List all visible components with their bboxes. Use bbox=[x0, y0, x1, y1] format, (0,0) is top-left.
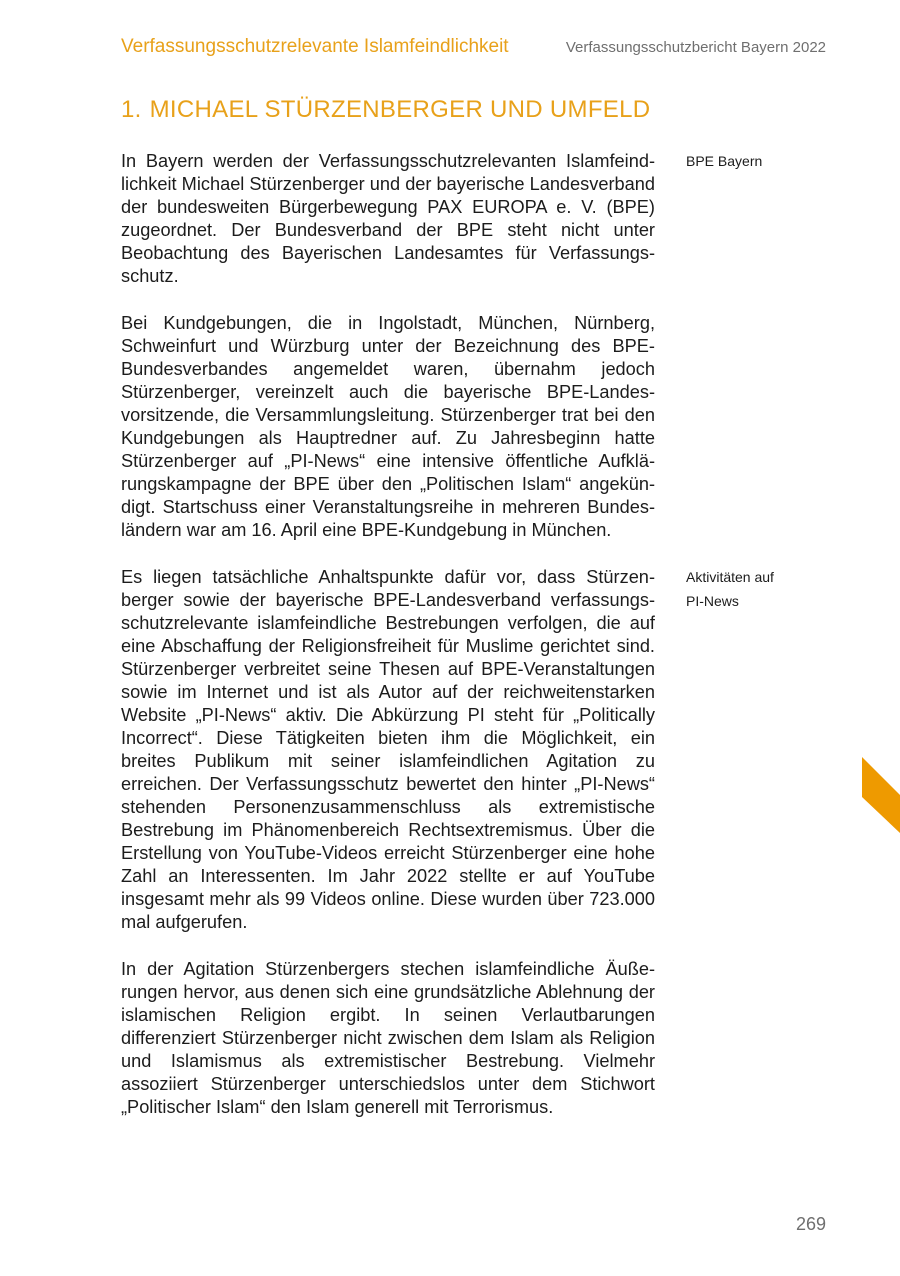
margin-note-pi-news bbox=[686, 565, 806, 613]
body-paragraph: In Bayern werden der Verfassungsschutzrelevanten Islamfeindlichkeit Michael Stürzenberger und der bayerische Landesverband der bundesweiten Bürgerbewegung PAX EUROPA e. V. (BPE) zugeordnet. Der Bundesverband der BPE steht nicht unter Beobachtung des Bayerischen Landesamtes für Verfassungsschutz. bbox=[121, 151, 655, 286]
margin-note-bpe-bayern: BPE Bayern bbox=[686, 153, 763, 169]
running-header-section-title: Verfassungsschutzrelevante Islamfeindlichkeit bbox=[121, 36, 509, 57]
chapter-tab-marker bbox=[862, 757, 900, 833]
body-paragraph: Bei Kundgebungen, die in Ingolstadt, München, Nürnberg, Schweinfurt und Würzburg unter der Bezeichnung des BPE-Bundesverbandes angemeldet waren, übernahm jedoch Stürzenberger, vereinzelt auch die bayerische BPE-Landesvorsitzende, die Versammlungsleitung. Stürzenberger trat bei den Kundgebungen als Hauptredner auf. Zu Jahresbeginn hatte Stürzenberger auf „PI-News“ eine intensive öffentliche Aufklärungskampagne der BPE über den „Politischen Islam“ angekündigt. Startschuss einer Veranstaltungsreihe in mehreren Bundesländern war am 16. April eine BPE-Kundgebung in München. bbox=[121, 313, 655, 540]
body-paragraph: In der Agitation Stürzenbergers stechen islamfeindliche Äußerungen hervor, aus denen sich eine grundsätzliche Ablehnung der islamischen Religion ergibt. In seinen Verlautbarungen differenziert Stürzenberger nicht zwischen dem Islam als Religion und Islamismus als extremistischer Bestrebung. Vielmehr assoziiert Stürzenberger unterschiedslos unter dem Stichwort „Politischer Islam“ den Islam generell mit Terrorismus. bbox=[121, 959, 655, 1117]
chapter-title bbox=[121, 96, 650, 124]
margin-note-line: PI-News bbox=[686, 593, 739, 609]
chapter-tab-shape bbox=[862, 757, 900, 833]
chapter-number: 1. bbox=[121, 96, 142, 123]
page-number: 269 bbox=[795, 1214, 826, 1234]
running-header-report-title: Verfassungsschutzbericht Bayern 2022 bbox=[565, 39, 826, 56]
margin-note-line: Aktivitäten auf bbox=[686, 569, 774, 585]
body-paragraph: Es liegen tatsächliche Anhaltspunkte dafür vor, dass Stürzenberger sowie der bayerische BPE-Landesverband verfassungsschutzrelevante islamfeindliche Bestrebungen verfolgen, die auf eine Abschaffung der Religionsfreiheit für Muslime gerichtet sind. Stürzenberger verbreitet seine Thesen auf BPE-Veranstaltungen sowie im Internet und ist als Autor auf der reichweitenstarken Website „PI-News“ aktiv. Die Abkürzung PI steht für „Politically Incorrect“. Diese Tätigkeiten bieten ihm die Möglichkeit, ein breites Publikum mit seiner islamfeindlichen Agitation zu erreichen. Der Verfassungsschutz bewertet den hinter „PI-News“ stehenden Personenzusammenschluss als extremistische Bestrebung im Phänomenbereich Rechtsextremismus. Über die Erstellung von YouTube-Videos erreicht Stürzenberger eine hohe Zahl an Interessenten. Im Jahr 2022 stellte er auf YouTube insgesamt mehr als 99 Videos online. Diese wurden über 723.000 mal aufgerufen. bbox=[121, 567, 655, 932]
chapter-title-text: MICHAEL STÜRZENBERGER UND UMFELD bbox=[149, 96, 651, 123]
